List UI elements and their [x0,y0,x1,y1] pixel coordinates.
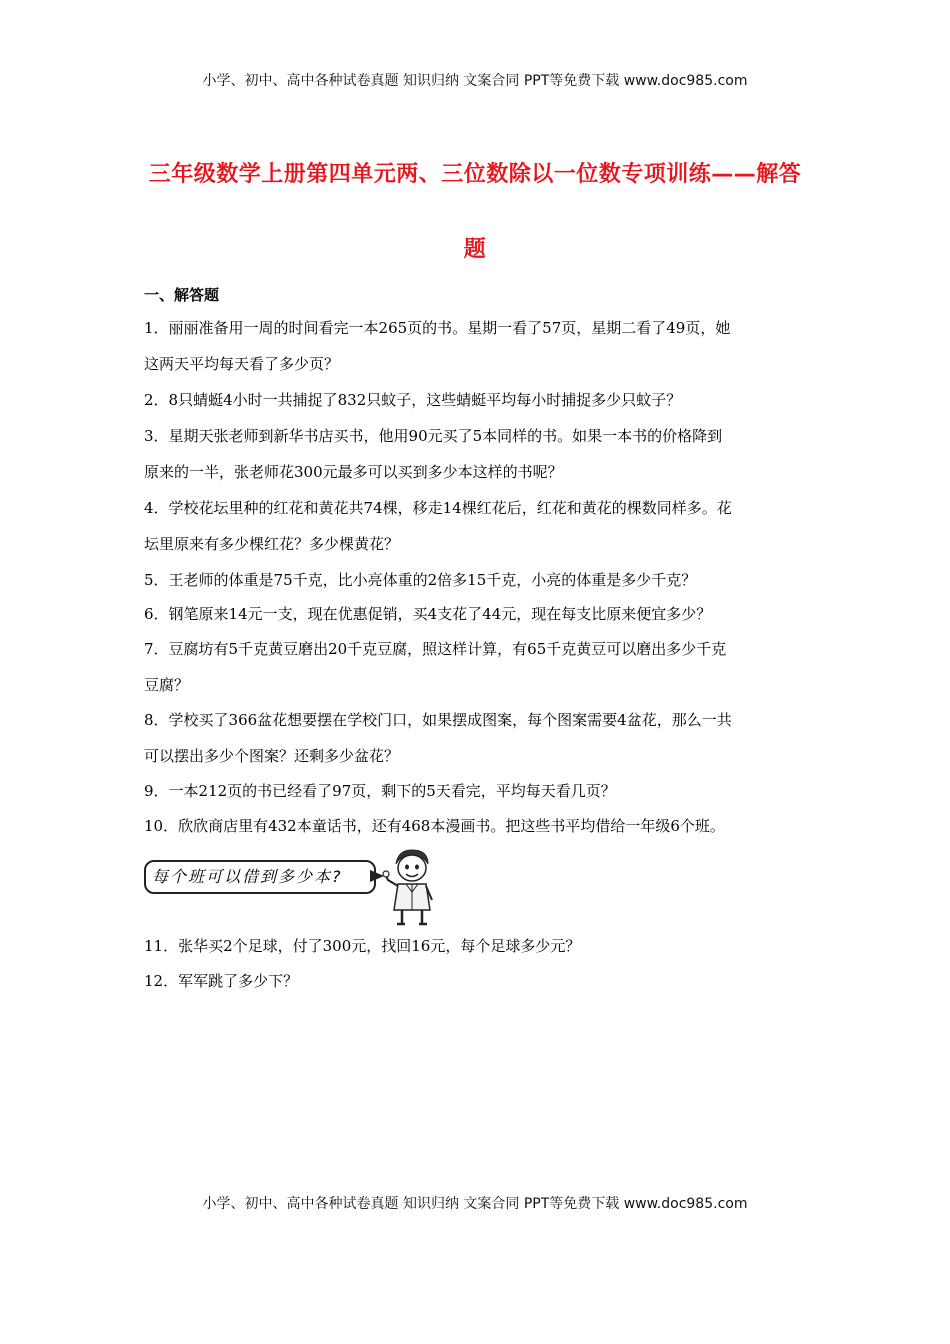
question-5-line-1: 5．王老师的体重是75千克，比小亮体重的2倍多15千克，小亮的体重是多少千克？ [144,571,697,589]
document-title-line-1: 三年级数学上册第四单元两、三位数除以一位数专项训练——解答 [148,162,802,187]
question-4-line-2: 坛里原来有多少棵红花？多少棵黄花？ [144,535,400,553]
question-4-line-1: 4．学校花坛里种的红花和黄花共74棵，移走14棵红花后，红花和黄花的棵数同样多。花 [144,499,732,517]
question-9-line-1: 9．一本212页的书已经看了97页，剩下的5天看完，平均每天看几页？ [144,782,616,800]
question-6-line-1: 6．钢笔原来14元一支，现在优惠促销，买4支花了44元，现在每支比原来便宜多少？ [144,605,712,623]
question-3-line-1: 3．星期天张老师到新华书店买书，他用90元买了5本同样的书。如果一本书的价格降到 [144,427,723,445]
question-12-line-1: 12．军军跳了多少下？ [144,972,299,990]
question-10-line-1: 10．欣欣商店里有432本童话书，还有468本漫画书。把这些书平均借给一年级6个班。 [144,817,725,835]
question-1-line-1: 1．丽丽准备用一周的时间看完一本265页的书。星期一看了57页，星期二看了49页，她 [144,319,731,337]
boy-cartoon-icon [382,846,442,926]
page-header: 小学、初中、高中各种试卷真题 知识归纳 文案合同 PPT等免费下载 www.doc985.com [202,73,748,89]
question-11-line-1: 11．张华买2个足球，付了300元，找回16元，每个足球多少元？ [144,937,581,955]
question-7-line-2: 豆腐？ [144,676,190,694]
question-8-line-2: 可以摆出多少个图案？还剩多少盆花？ [144,747,400,765]
page-footer: 小学、初中、高中各种试卷真题 知识归纳 文案合同 PPT等免费下载 www.doc985.com [202,1196,748,1212]
question-1-line-2: 这两天平均每天看了多少页？ [144,355,340,373]
question-8-line-1: 8．学校买了366盆花想要摆在学校门口，如果摆成图案，每个图案需要4盆花，那么一共 [144,711,732,729]
question-7-line-1: 7．豆腐坊有5千克黄豆磨出20千克豆腐，照这样计算，有65千克黄豆可以磨出多少千克 [144,640,727,658]
question-2-line-1: 2．8只蜻蜓4小时一共捕捉了832只蚊子，这些蜻蜓平均每小时捕捉多少只蚊子？ [144,391,682,409]
section-heading: 一、解答题 [144,286,220,304]
document-title-line-2: 题 [463,237,487,262]
question-3-line-2: 原来的一半，张老师花300元最多可以买到多少本这样的书呢？ [144,463,563,481]
question-10-illustration [144,846,444,926]
speech-bubble: 每个班可以借到多少本? [144,860,376,894]
